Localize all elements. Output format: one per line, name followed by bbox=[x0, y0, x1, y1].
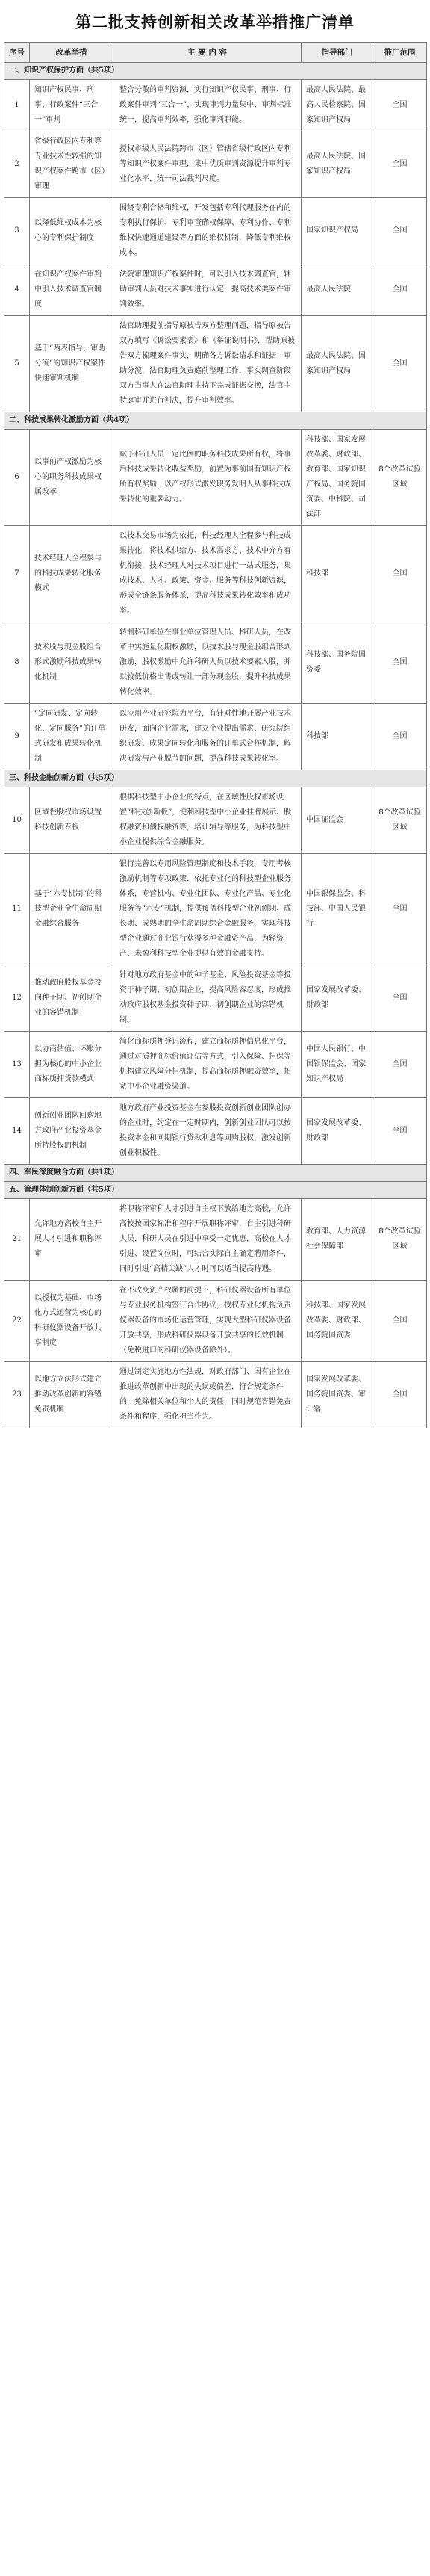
promotion-scope: 全国 bbox=[373, 1098, 427, 1165]
table-row bbox=[4, 526, 427, 622]
table-body bbox=[4, 63, 427, 1428]
measure-content: 银行完善以专用风险管理制度和技术手段，专用考核激励机制等专项政策，依托专业化的科技型企业服务体系，专营机构、专业化团队、专业化产品、专业化服务等“六专”机制，提供覆盖科技型企业初创期、成长期、成熟期的全生命周期综合金融服务，实现科技型企业通过商业银行获得多种金融资产品，为轻资产、未盈利科技型企业提供有效的金融支持。 bbox=[113, 854, 302, 965]
promotion-scope: 8个改革试验区域 bbox=[373, 1199, 427, 1281]
row-number: 1 bbox=[4, 80, 30, 131]
guiding-department: 国家知识产权局 bbox=[302, 198, 373, 264]
promotion-scope: 8个改革试验区域 bbox=[373, 787, 427, 854]
measure-content: 授权市级人民法院跨市（区）管辖省级行政区内专利等知识产权案件审理，集中优质审判资源提升审判专业化水平，统一司法裁判尺度。 bbox=[113, 131, 302, 198]
document-title: 第二批支持创新相关改革举措推广清单 bbox=[75, 13, 355, 31]
row-number: 9 bbox=[4, 704, 30, 770]
measure-name: “定向研发、定向转化、定向服务”的订单式研发和成果转化机制 bbox=[30, 704, 113, 770]
promotion-scope: 全国 bbox=[373, 965, 427, 1032]
table-row bbox=[4, 80, 427, 131]
section-title: 三、科技金融创新方面（共5项） bbox=[4, 770, 427, 787]
table-row bbox=[4, 198, 427, 264]
row-number: 11 bbox=[4, 854, 30, 965]
promotion-scope: 8个改革试验区域 bbox=[373, 430, 427, 526]
row-number: 13 bbox=[4, 1032, 30, 1098]
row-number: 12 bbox=[4, 965, 30, 1032]
row-number: 5 bbox=[4, 316, 30, 412]
guiding-department: 中国证监会 bbox=[302, 787, 373, 854]
column-header-scope: 推广范围 bbox=[373, 43, 427, 63]
guiding-department: 科技部 bbox=[302, 704, 373, 770]
measures-table bbox=[4, 42, 427, 1428]
measure-name: 基于“两表指导、审助分流”的知识产权案件快速审判机制 bbox=[30, 316, 113, 412]
table-row bbox=[4, 965, 427, 1032]
measure-content: 法院审理知识产权案件时，可以引入技术调查官，辅助审判人员对技术事实进行认定，提高技术类案件审判效率。 bbox=[113, 264, 302, 316]
measure-content: 整合分散的审判资源，实行知识产权民事、刑事、行政案件审判“三合一”，实现审判力量集中、审判标准统一，提高审判效率，强化审判职能。 bbox=[113, 80, 302, 131]
measure-name: 以协商估值、坏账分担为核心的中小企业商标质押贷款模式 bbox=[30, 1032, 113, 1098]
guiding-department: 最高人民法院 bbox=[302, 264, 373, 316]
measure-name: 基于“六专机制”的科技型企业全生命周期金融综合服务 bbox=[30, 854, 113, 965]
row-number: 2 bbox=[4, 131, 30, 198]
header-row bbox=[4, 43, 427, 63]
row-number: 14 bbox=[4, 1098, 30, 1165]
table-row bbox=[4, 131, 427, 198]
promotion-scope: 全国 bbox=[373, 80, 427, 131]
table-row bbox=[4, 1032, 427, 1098]
measure-name: 推动政府股权基金投向种子期、初创期企业的容错机制 bbox=[30, 965, 113, 1032]
row-number: 10 bbox=[4, 787, 30, 854]
row-number: 4 bbox=[4, 264, 30, 316]
table-row bbox=[4, 704, 427, 770]
promotion-scope: 全国 bbox=[373, 1032, 427, 1098]
table-row bbox=[4, 1281, 427, 1362]
table-row bbox=[4, 622, 427, 704]
measure-name: 创新创业团队回购地方政府产业投资基金所持股权的机制 bbox=[30, 1098, 113, 1165]
guiding-department: 科技部、国家发展改革委、财政部、国务院国资委 bbox=[302, 1281, 373, 1362]
measure-content: 以应用产业研究院为平台，有针对性地开展产业技术研发，面向企业需求，建立企业提出需求、研究院组织研发、成果定向转化和服务的订单式合作机制，解决研发与产业脱节的问题，提高科技成果转化率。 bbox=[113, 704, 302, 770]
table-row bbox=[4, 1098, 427, 1165]
measure-name: 以降低维权成本为核心的专利保护制度 bbox=[30, 198, 113, 264]
section-header-row bbox=[4, 1182, 427, 1199]
section-header-row bbox=[4, 770, 427, 787]
measure-content: 以技术交易市场为依托，科技经理人全程参与科技成果转化，将技术供给方、技术需求方、技术中介方有机衔接，技术经理人对技术项目进行一站式服务，集成技术、人才、政策、资金、服务等科技创新资源，形成全链条服务体系，提高科技成果转化效率和成功率。 bbox=[113, 526, 302, 622]
measure-content: 赋予科研人员一定比例的职务科技成果所有权，将事后科技成果转化收益奖励，前置为事前国有知识产权所有权奖励，以产权形式激发职务发明人从事科技成果转化的重要动力。 bbox=[113, 430, 302, 526]
measure-name: 以授权为基础、市场化方式运营为核心的科研仪器设备开放共享制度 bbox=[30, 1281, 113, 1362]
promotion-scope: 全国 bbox=[373, 1362, 427, 1428]
measure-name: 省级行政区内专利等专业技术性较强的知识产权案件跨市（区）审理 bbox=[30, 131, 113, 198]
guiding-department: 最高人民法院、国家知识产权局 bbox=[302, 316, 373, 412]
guiding-department: 国家发展改革委、财政部 bbox=[302, 1098, 373, 1165]
row-number: 8 bbox=[4, 622, 30, 704]
measure-name: 以地方立法形式建立推动改革创新的容错免责机制 bbox=[30, 1362, 113, 1428]
promotion-scope: 全国 bbox=[373, 704, 427, 770]
promotion-scope: 全国 bbox=[373, 198, 427, 264]
column-header-content: 主 要 内 容 bbox=[113, 43, 302, 63]
table-row bbox=[4, 264, 427, 316]
guiding-department: 中国银保监会、科技部、中国人民银行 bbox=[302, 854, 373, 965]
section-header-row bbox=[4, 1165, 427, 1182]
promotion-scope: 全国 bbox=[373, 1281, 427, 1362]
measure-name: 知识产权民事、刑事、行政案件“三合一”审判 bbox=[30, 80, 113, 131]
measure-content: 将职称评审和人才引进自主权下放给地方高校，允许高校按国家标准和程序开展职称评审，自主引进科研人员，科研人员在引进中享受一定优惠，高校在人才引进、设置岗位时，可结合实际自主确定聘用条件，同时引进“高精尖缺”人才时可以适当提高待遇。 bbox=[113, 1199, 302, 1281]
measure-name: 区域性股权市场设置科技创新专板 bbox=[30, 787, 113, 854]
measure-content: 根据科技型中小企业的特点，在区域性股权市场设置“科技创新板”，便利科技型中小企业挂牌展示、股权融资和债权融资等，培训辅导等服务，为科技型中小企业提供综合金融服务。 bbox=[113, 787, 302, 854]
section-header-row bbox=[4, 63, 427, 80]
row-number: 22 bbox=[4, 1281, 30, 1362]
row-number: 3 bbox=[4, 198, 30, 264]
measure-content: 通过制定实施地方性法规，对政府部门、国有企业在推进改革创新中出现的失误或偏差，符合规定条件的，免除相关单位和个人的责任，同时规范容错免责条件和程序，强化担当作为。 bbox=[113, 1362, 302, 1428]
guiding-department: 科技部、国务院国资委 bbox=[302, 622, 373, 704]
measure-content: 简化商标质押登记流程，建立商标质押信息化平台，通过对质押商标价值评估等方式，引入保险、担保等机构建立风险分担机制，提高商标质押融资效率，拓宽中小企业融资渠道。 bbox=[113, 1032, 302, 1098]
table-row bbox=[4, 854, 427, 965]
measure-name: 以事前产权激励为核心的职务科技成果权属改革 bbox=[30, 430, 113, 526]
row-number: 23 bbox=[4, 1362, 30, 1428]
measure-name: 技术股与现金股组合形式激励科技成果转化机制 bbox=[30, 622, 113, 704]
promotion-scope: 全国 bbox=[373, 131, 427, 198]
measure-name: 在知识产权案件审判中引入技术调查官制度 bbox=[30, 264, 113, 316]
promotion-scope: 全国 bbox=[373, 316, 427, 412]
section-title: 五、管理体制创新方面（共5项） bbox=[4, 1182, 427, 1199]
row-number: 6 bbox=[4, 430, 30, 526]
table-row bbox=[4, 787, 427, 854]
column-header-department: 指导部门 bbox=[302, 43, 373, 63]
table-row bbox=[4, 430, 427, 526]
guiding-department: 中国人民银行、中国银保监会、国家知识产权局 bbox=[302, 1032, 373, 1098]
section-title: 二、科技成果转化激励方面（共4项） bbox=[4, 412, 427, 430]
measure-name: 技术经理人全程参与的科技成果转化服务模式 bbox=[30, 526, 113, 622]
column-header-index: 序号 bbox=[4, 43, 30, 63]
guiding-department: 教育部、人力资源社会保障部 bbox=[302, 1199, 373, 1281]
promotion-scope: 全国 bbox=[373, 526, 427, 622]
guiding-department: 国家发展改革委、财政部 bbox=[302, 965, 373, 1032]
section-title: 四、军民深度融合方面（共1项） bbox=[4, 1165, 427, 1182]
section-title: 一、知识产权保护方面（共5项） bbox=[4, 63, 427, 80]
measure-content: 法官助理提前指导原被告双方整理问题，指导原被告双方填写《诉讼要素表》和《举证说明书》，帮助原被告双方梳理案件事实，明确各方诉讼请求和证据；审助分流，法官助理负责庭前整理工作，事实调查阶段双方当事人在法官助理主持下完成证据交换，法官主持庭审并进行判决，提升审判效率。 bbox=[113, 316, 302, 412]
measure-content: 围绕专利合格和维权，开发包括专利代理服务在内的专利执行保护、专利审查确权保障、专利协作、专利维权快速通道建设等方面的维权机制，降低专利维权成本。 bbox=[113, 198, 302, 264]
promotion-scope: 全国 bbox=[373, 854, 427, 965]
measure-content: 在不改变资产权属的前提下，科研仪器设备所有单位与专业服务机构签订合作协议，授权专业化机构负责仪器设备的市场化运营管理，实现大型科研仪器设备开放共享，形成科研仪器设备开放共享的长效机制（免税进口的科研仪器设备除外）。 bbox=[113, 1281, 302, 1362]
guiding-department: 国家发展改革委、国务院国资委、审计署 bbox=[302, 1362, 373, 1428]
table-row bbox=[4, 1199, 427, 1281]
guiding-department: 最高人民法院、最高人民检察院、国家知识产权局 bbox=[302, 80, 373, 131]
row-number: 7 bbox=[4, 526, 30, 622]
promotion-scope: 全国 bbox=[373, 622, 427, 704]
promotion-scope: 全国 bbox=[373, 264, 427, 316]
section-header-row bbox=[4, 412, 427, 430]
measure-name: 允许地方高校自主开展人才引进和职称评审 bbox=[30, 1199, 113, 1281]
guiding-department: 最高人民法院、国家知识产权局 bbox=[302, 131, 373, 198]
guiding-department: 科技部 bbox=[302, 526, 373, 622]
table-row bbox=[4, 316, 427, 412]
row-number: 21 bbox=[4, 1199, 30, 1281]
measure-content: 转制科研单位在事业单位管理人员、科研人员，在改革中实施量化期权激励，以技术股与现金股组合形式激励，股权激励中允许科研人员以技术要素入股，并以较低价格出售或转让一部分现金股，提升科技成果转化效率。 bbox=[113, 622, 302, 704]
measure-content: 针对地方政府基金中的种子基金、风险投资基金等投资于种子期、初创期企业，提高风险容忍度，形成推动政府股权基金投资种子期、初创期企业的容错机制。 bbox=[113, 965, 302, 1032]
guiding-department: 科技部、国家发展改革委、财政部、教育部、国家知识产权局、国务院国资委、中科院、司法部 bbox=[302, 430, 373, 526]
column-header-measure: 改革举措 bbox=[30, 43, 113, 63]
measure-content: 地方政府产业投资基金在参股投资创新创业团队创办的企业时，约定在一定时期内，创新创业团队可以按投资本金和同期银行贷款利息等回购股权，激发创新创业积极性。 bbox=[113, 1098, 302, 1165]
table-row bbox=[4, 1362, 427, 1428]
